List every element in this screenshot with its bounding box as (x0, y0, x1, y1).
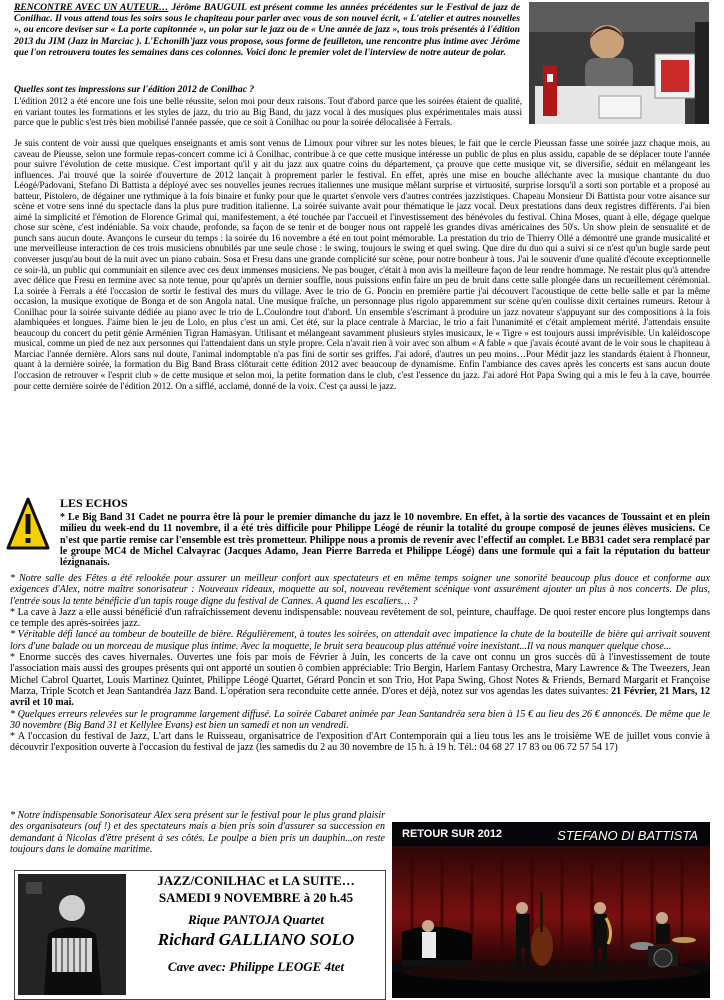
concert-details (131, 873, 381, 976)
echos-item-erreurs: * Quelques erreurs relevées sur le programme largement diffusé. La soirée Cabaret animée par Jean Santandréa sera bien à 15 € au lieu des 26 € annoncés. De même que le 30 novembre (Big Band 31 et Kellylee Evans) est bien un samedi et non un vendredi. (10, 708, 710, 731)
concert-date: SAMEDI 9 NOVEMBRE à 20 h.45 (158, 890, 354, 905)
concert-quartet: Rique PANTOJA Quartet (187, 912, 325, 927)
warning-sign-icon (6, 496, 50, 552)
echos-item-caves-text: * Enorme succès des caves hivernales. Ouvertes une fois par mois de Février à Juin, les concerts de la cave ont connu un gros succès dû à l'investissement de toute l'association mais aussi des groupes présents qui ont apporté un soutien ô combien appréciable: Trio Bergin, Harlem Fantasy Orchestra, Mary Lawrence & The Tweezers, Jean Michel Cabrol Quartet, Louis Martinez Quintet, Philippe Léogé Quartet, Gérard Poncin et son Trio, Hot Papa Swing, Ghost Notes & Friends, Bernard Margarit et Françoise Marza, Triple Scotch et Jean Santandréa Jazz Band. L'opération sera reconduite cette année. D'ores et déjà, notez sur vos agendas les dates suivantes: (10, 652, 710, 697)
article-intro (14, 2, 520, 78)
echos-item-salle: * Notre salle des Fêtes a été relookée pour assurer un meilleur confort aux spectateurs et en même temps soigner une sonorité beaucoup plus douce et conforme aux exigences d'Alex, notre maître sonorisateur : Nouveaux rideaux, moquette au sol, nouveau revêtement scénique vont assurément ajouter un plus à nos concerts. De plus, l'entrée sous la tente bénéficie d'un tapis rouge digne du festival de Cannes. A quand les escaliers… ? (10, 573, 710, 607)
echos-item-caves-dates: 21 Février, 21 Mars, 12 avril et 10 mai. (10, 685, 710, 709)
echos-item-caves-hivernales (10, 652, 710, 708)
concert-cave: Cave avec: Philippe LEOGE 4tet (167, 959, 345, 974)
echos-title: LES ECHOS (60, 496, 128, 510)
interview-answer-part1: L'édition 2012 a été encore une fois une belle réussite, selon moi pour deux raisons. Tout d'abord parce que les soirées étaient de qualité, en variant toutes les formations et les styles de jazz, du trio au Big Band, du jazz vocal à des musiques plus expérimentales mais aussi parce que le public s'est très bien mobilisé l'année passée, que ce soit à Conilhac ou pour la soirée délocalisée à Ferrals. (14, 96, 522, 128)
echos-body (10, 573, 710, 813)
stage-label-artist: STEFANO DI BATTISTA (557, 828, 698, 843)
article-intro-text: Jérôme BAUGUIL est présent comme les années précédentes sur le Festival de jazz de Conilhac. Il vous attend tous les soirs sous le chapiteau pour parler avec vous de son nouvel écrit, « L'atelier et autres nouvelles », ou encore deviser sur « La porte capitonnée », un polar sur le jazz ou de « Une année de jazz », tous trois présentés à l'édition 2013 du JIM (Jazz in Marciac ). L'Echonilh'jazz vous propose, sous forme de feuilleton, une rencontre plus intime avec Jérôme que l'on retrouvera toutes les semaines dans ces colonnes. Voici donc le premier volet de l'interview de notre auteur de polar. (14, 2, 520, 58)
concert-solo: Richard GALLIANO SOLO (157, 930, 355, 949)
echos-item-bouteille: * Véritable défi lancé au tombeur de bouteille de bière. Régulièrement, à toutes les soirées, on attendait avec impatience la chute de la bouteille de bière qui arrivait souvent lors d'une balade ou un morceau de musique plus intime. Avec la moquette, le bruit sera beaucoup plus atténué voire inexistant...Il va nous manquer quelque chose... (10, 629, 710, 652)
author-photo (529, 2, 709, 124)
stage-photo (392, 822, 710, 998)
article-kicker: RENCONTRE AVEC UN AUTEUR… (14, 2, 169, 13)
concert-title: JAZZ/CONILHAC et LA SUITE… (157, 873, 355, 888)
concert-announcement (14, 870, 386, 1000)
echos-lead: * Le Big Band 31 Cadet ne pourra être là pour le premier dimanche du jazz le 10 novembre. En effet, à la sortie des vacances de Toussaint et en plein milieu du week-end du 11 novembre, il a été très difficile pour Philippe Léogé de réunir la totalité du groupe composé de jeunes élèves musiciens. Ce n'est que partie remise car l'ensemble est très prometteur. Philippe nous a promis de revenir avec l'effectif au complet. Le BB31 cadet sera remplacé par le groupe MC4 de Michel Calvayrac (Jacques Adamo, Jean Pierre Barreda et Philippe Léogé) dans une formule qui a fait la réputation du batteur lézignanais. (60, 512, 710, 569)
stage-label-retour: RETOUR SUR 2012 (402, 828, 503, 840)
echos-item-cave: * La cave à Jazz a elle aussi bénéficié d'un rafraîchissement devenu indispensable: nouveau revêtement de sol, peinture, chauffage. De quoi rester encore plus longtemps dans ce temple des après-soirées jazz. (10, 606, 710, 630)
interview-answer-part2: Je suis content de voir aussi que quelques enseignants et amis sont venus de Limoux pour vibrer sur les notes bleues, le fait que le cercle Pieussan fasse une soirée jazz chaque mois, au caveau de Pieusse, selon une formule repas-concert comme ici à Conilhac, contribue à ce que cette musique intéresse un public de plus en plus assidu, capable de se déplacer toute l'année pour suivre l'évolution de cette musique. C'est important qu'il y ait du jazz aux quatre coins du département, ça prouve que cette musique vit, se diversifie, séduit en mélangeant les influences. J'ai trouvé que la soirée d'ouverture de 2012 lançait à proprement parler le festival. En effet, après une mise en bouche alléchante avec la musique chantante du duo Léogé/Padovani, Stefano Di Battista a déployé avec ses nouvelles jeunes recrues italiennes une musique mêlant surprise et virtuosité, surprise lorsqu'il a sorti son portable et a proposé au batteur, Pistolero, de dégainer une rythmique à la fois binaire et funky pour que le quartet s'envole vers d'autres contrées jazzistiques. Chapeau Monsieur Di Battista pour votre aisance sur scène et votre sens inné du spectacle dans la plus pure tradition italienne. La soirée suivante avait pour thématique le jazz vocal. Deux prestations dans deux registres différents. J'ai bien aimé la simplicité et l'émotion de Florence Grimal qui, manifestement, a été touchée par l'accueil et l'investissement des bénévoles du festival. China Moses, quant à elle, dégage quelque chose sur scène, c'est indéniable. Sa voix chaude, profonde, sa façon de se tenir et de bouger nous ont rappelé les grandes divas américaines des 50's. Un show plein de sensualité et de punch sans aucun doute. Avançons le curseur du temps : la soirée du 16 novembre a été en tout point mémorable. La prestation du trio de Thierry Ollé a démontré une grande musicalité et une merveilleuse interaction de ces trois musiciens obnubilés par une seule chose : le swing, toujours le swing et quel swing. Que dire du duo qui a suivi si ce n'est qu'un bugle sarde peut converser jusqu'au bout de la nuit avec un piano cubain. Sosa et Fresu dans une grande complicité sur scène, pour notre bonheur à tous. J'ai le souvenir d'une qualité d'écoute exceptionnelle ce soir-là, un public qui communiait en silence avec ces deux immenses musiciens. Ne pas bouger, c'était à mon avis la meilleure façon de leur rendre hommage. Ne restait plus qu'à attendre avec délice que Fresu en termine avec sa note tenue, pour qu'après un dernier souffle, nous puissions enfin faire un peu de bruit dans cette salle plongée dans un recueillement cérémonial. La soirée à Ferrals a été l'occasion de sortir le festival des murs du village. Avec le trio de G. Poncin en première partie j'ai découvert l'acoustique de cette belle salle et par la même occasion, la musique exotique de Bonga et de son Angola natal. Une musique fraîche, un personnage plus rigolo apparemment sur scène qu'en coulisse dixit certaines rumeurs. Retour à Conilhac pour la soirée suivante dédiée au piano avec le trio de L.Coulondre tout d'abord. Un ensemble s'escrimant à produire un jazz novateur s'appuyant sur des compositions à la fois alambiquées et longues. J'aime bien le jeu de Lolo, en plus c'est un ami. Cet été, sur la place centrale à Marciac, le trio a fait l'unanimité et c'était amplement mérité. J'attendais ensuite beaucoup du concert du petit génie Arménien Tigran Hamasyan. Utilisant et mélangeant savamment plusieurs styles musicaux, le « Tigre » est toujours aussi imprévisible. Un kaléidoscope musical, comme un pied de nez aux personnes qui l'attendaient dans un style propre. Cela n'avait rien à voir avec son album « A fable » que j'avais écouté avant de le voir sous le chapiteau à Marciac l'année dernière. Alors sans nul doute, l'animal indomptable n'a pas fini de sortir ses griffes. J'ai adoré, d'autres un peu moins…Pour Médit jazz les standards étaient à l'honneur, quant à la dernière soirée, la formation du Big Band Brass clôturait cette édition 2012 avec beaucoup de dynamisme. Enfin l'ambiance des caves après les concerts est sans aucun doute l'occasion de retrouver « l'esprit club » de cette musique et selon moi, la petite formation dans le club, c'est l'essence du jazz. J'ai adoré Hot Papa Swing qui a mis le feu à la cave, bourrée pour cette dernière soirée de l'édition 2012. On a sifflé, acclamé, donné de la voix. C'est ça aussi le jazz. (14, 138, 710, 391)
echos-item-sonorisateur: * Notre indispensable Sonorisateur Alex sera présent sur le festival pour le plus grand plaisir des organisateurs (ouf !) et des spectateurs mais a bien pris soin d'assurer sa succession en demandant à Nicolas d'être présent à ses côtés. Le poulpe a bien pris un dauphin...on reste toujours dans le domaine maritime. (10, 810, 385, 855)
echos-item-exposition: * A l'occasion du festival de Jazz, L'art dans le Ruisseau, organisatrice de l'exposition d'Art Contemporain qui a lieu tous les ans le troisième WE de juillet vous convie à découvrir l'exposition ouverte à l'occasion du festival de jazz (les samedis du 2 au 30 novembre de 15 h. à 19 h. Tél.: 04 68 27 17 83 ou 06 72 57 54 17) (10, 731, 710, 754)
interview-question: Quelles sont tes impressions sur l'édition 2012 de Conilhac ? (14, 84, 255, 95)
accordion-player-photo (18, 874, 126, 995)
